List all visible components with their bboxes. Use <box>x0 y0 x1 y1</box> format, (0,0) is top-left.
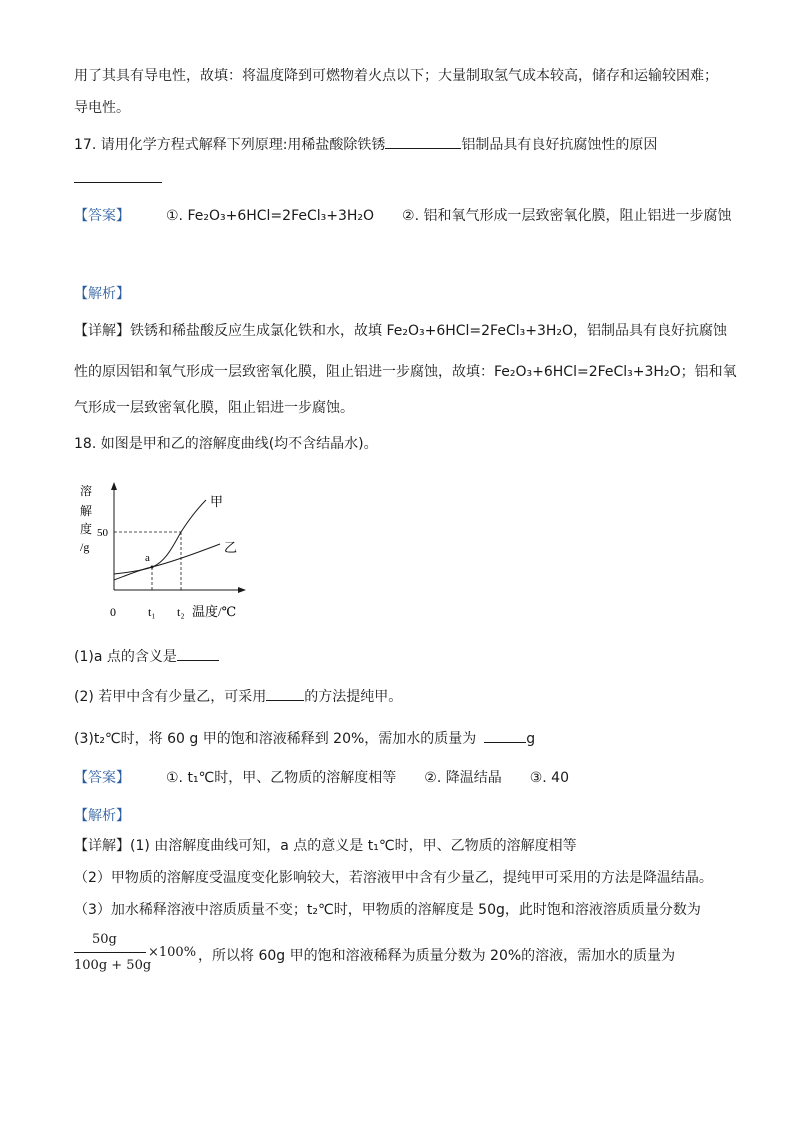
detail-text: ，所以将 60g 甲的饱和溶液稀释为质量分数为 20%的溶液，需加水的质量为 <box>198 948 676 964</box>
detail-text: （3）加水稀释溶液中溶质质量不变；t₂℃时，甲物质的溶解度是 50g，此时饱和溶液溶质质量分数为 <box>74 902 701 918</box>
y-label-3: 度 <box>80 522 93 536</box>
detail-text: 【详解】铁锈和稀盐酸反应生成氯化铁和水，故填 Fe₂O₃+6HCl=2FeCl₃+3H₂O，铝制品具有良好抗腐蚀 <box>74 323 728 339</box>
answer-item: ①. t₁℃时，甲、乙物质的溶解度相等 <box>166 770 397 786</box>
y-axis-arrow <box>111 482 117 490</box>
question-text: (2) 若甲中含有少量乙，可采用 <box>74 689 267 705</box>
answer-label: 【答案】 <box>74 208 130 224</box>
text-line: 导电性。 <box>74 100 130 116</box>
fraction-bar <box>74 952 146 953</box>
text-line: 用了其具有导电性，故填：将温度降到可燃物着火点以下；大量制取氢气成本较高，储存和运输较困难； <box>74 68 718 84</box>
answer-17 <box>74 206 732 226</box>
tick-50: 50 <box>97 527 108 539</box>
series-label-yi: 乙 <box>224 540 238 555</box>
fraction-numerator: 50g <box>92 932 117 947</box>
question-text: 铝制品具有良好抗腐蚀性的原因 <box>461 137 658 153</box>
question-text: g <box>526 731 536 747</box>
answer-item: ②. 铝和氧气形成一层致密氧化膜，阻止铝进一步腐蚀 <box>402 208 732 224</box>
x-axis-arrow <box>238 587 246 593</box>
answer-blank[interactable] <box>385 134 461 149</box>
detail-text: 【详解】(1) 由溶解度曲线可知，a 点的意义是 t₁℃时，甲、乙物质的溶解度相等 <box>74 838 577 854</box>
tick-t1: t₁ <box>148 605 156 619</box>
question-18-1 <box>74 646 219 667</box>
fraction-multiplier: ×100% <box>148 945 197 960</box>
answer-item: ②. 降温结晶 <box>424 770 502 786</box>
answer-item: ①. Fe₂O₃+6HCl=2FeCl₃+3H₂O <box>166 208 375 224</box>
answer-18 <box>74 768 569 788</box>
curve-jia <box>114 500 206 574</box>
answer-blank[interactable] <box>74 168 162 183</box>
detail-text: 性的原因铝和氧气形成一层致密氧化膜，阻止铝进一步腐蚀，故填：Fe₂O₃+6HCl=2FeCl₃+3H₂O；铝和氧 <box>74 364 737 380</box>
analysis-label: 【解析】 <box>74 808 130 824</box>
question-text: 的方法提纯甲。 <box>304 689 403 705</box>
curve-yi <box>114 544 220 580</box>
x-axis-label: 温度/℃ <box>192 604 237 619</box>
point-a-marker <box>151 566 154 569</box>
question-18: 18. 如图是甲和乙的溶解度曲线(均不含结晶水)。 <box>74 436 378 452</box>
tick-t2: t₂ <box>177 605 185 619</box>
answer-blank[interactable] <box>484 728 526 743</box>
point-a-label: a <box>145 552 150 564</box>
detail-text: （2）甲物质的溶解度受温度变化影响较大，若溶液甲中含有少量乙，提纯甲可采用的方法是降温结晶。 <box>74 870 713 886</box>
answer-item: ③. 40 <box>529 770 569 786</box>
y-label-1: 溶 <box>80 484 93 498</box>
question-18-3 <box>74 728 535 749</box>
y-label-4: /g <box>80 540 90 554</box>
question-text: (3)t₂℃时，将 60 g 甲的饱和溶液稀释到 20%，需加水的质量为 <box>74 731 477 747</box>
y-label-2: 解 <box>80 504 93 518</box>
answer-blank[interactable] <box>266 686 304 701</box>
question-text: (1)a 点的含义是 <box>74 649 177 665</box>
question-18-2 <box>74 686 402 707</box>
answer-blank[interactable] <box>177 646 219 661</box>
solubility-graph <box>74 478 254 628</box>
origin-label: 0 <box>110 605 116 619</box>
question-17 <box>74 134 657 155</box>
analysis-label: 【解析】 <box>74 286 130 302</box>
answer-blank-line <box>74 168 162 189</box>
answer-label: 【答案】 <box>74 770 130 786</box>
fraction-denominator: 100g + 50g <box>74 958 152 973</box>
detail-text: 气形成一层致密氧化膜，阻止铝进一步腐蚀。 <box>74 400 354 416</box>
series-label-jia: 甲 <box>210 494 224 509</box>
question-text: 17. 请用化学方程式解释下列原理:用稀盐酸除铁锈 <box>74 137 386 153</box>
